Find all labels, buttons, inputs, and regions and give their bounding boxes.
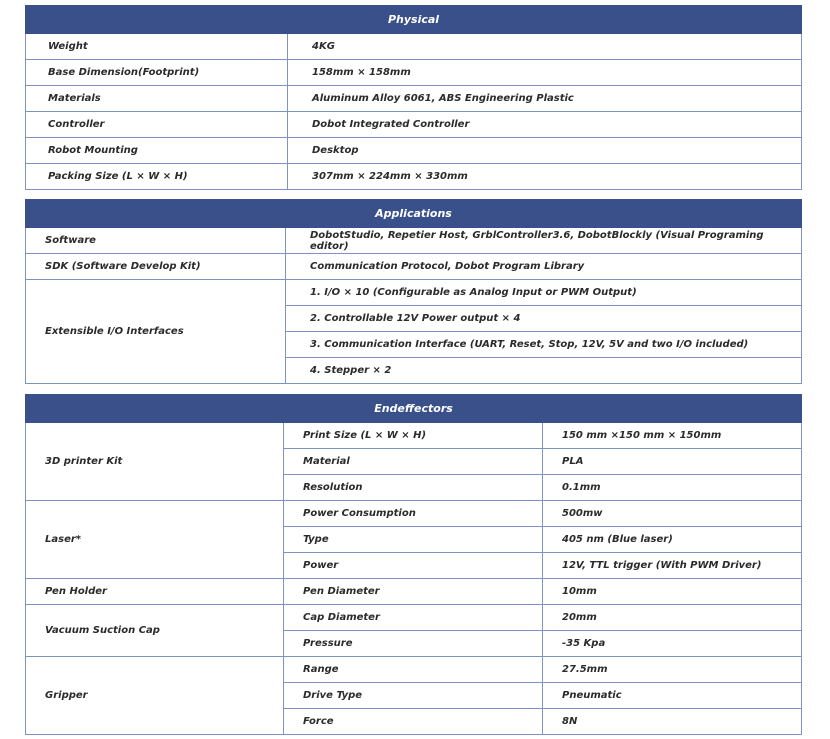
table-row bbox=[26, 501, 802, 527]
param-name: Type bbox=[284, 527, 543, 553]
spec-label: Weight bbox=[26, 34, 288, 60]
spec-label: Base Dimension(Footprint) bbox=[26, 60, 288, 86]
param-name: Resolution bbox=[284, 475, 543, 501]
param-name: Range bbox=[284, 657, 543, 683]
table-row bbox=[26, 138, 802, 164]
table-row bbox=[26, 164, 802, 190]
param-value: 405 nm (Blue laser) bbox=[543, 527, 802, 553]
spec-label: Controller bbox=[26, 112, 288, 138]
spec-value: 158mm × 158mm bbox=[288, 60, 802, 86]
spec-value: 307mm × 224mm × 330mm bbox=[288, 164, 802, 190]
param-value: -35 Kpa bbox=[543, 631, 802, 657]
io-item: 4. Stepper × 2 bbox=[286, 358, 802, 384]
spec-value: Aluminum Alloy 6061, ABS Engineering Plastic bbox=[288, 86, 802, 112]
table-row bbox=[26, 254, 802, 280]
param-value: 10mm bbox=[543, 579, 802, 605]
param-value: 12V, TTL trigger (With PWM Driver) bbox=[543, 553, 802, 579]
endeffectors-header: Endeffectors bbox=[26, 395, 802, 423]
spec-value: Communication Protocol, Dobot Program Library bbox=[286, 254, 802, 280]
param-value: 20mm bbox=[543, 605, 802, 631]
group-name: Gripper bbox=[26, 657, 284, 735]
table-row bbox=[26, 112, 802, 138]
param-value: PLA bbox=[543, 449, 802, 475]
io-item: 2. Controllable 12V Power output × 4 bbox=[286, 306, 802, 332]
spec-value: Desktop bbox=[288, 138, 802, 164]
io-item: 1. I/O × 10 (Configurable as Analog Input or PWM Output) bbox=[286, 280, 802, 306]
param-name: Material bbox=[284, 449, 543, 475]
param-name: Print Size (L × W × H) bbox=[284, 423, 543, 449]
table-row bbox=[26, 86, 802, 112]
spec-value: 4KG bbox=[288, 34, 802, 60]
param-value: 0.1mm bbox=[543, 475, 802, 501]
param-name: Power bbox=[284, 553, 543, 579]
param-value: 150 mm ×150 mm × 150mm bbox=[543, 423, 802, 449]
table-row bbox=[26, 228, 802, 254]
spec-value: Dobot Integrated Controller bbox=[288, 112, 802, 138]
param-name: Pen Diameter bbox=[284, 579, 543, 605]
group-name: Vacuum Suction Cap bbox=[26, 605, 284, 657]
param-value: Pneumatic bbox=[543, 683, 802, 709]
spec-label: SDK (Software Develop Kit) bbox=[26, 254, 286, 280]
param-name: Cap Diameter bbox=[284, 605, 543, 631]
applications-header: Applications bbox=[26, 200, 802, 228]
applications-table bbox=[25, 199, 802, 384]
param-name: Power Consumption bbox=[284, 501, 543, 527]
param-name: Drive Type bbox=[284, 683, 543, 709]
spec-label: Robot Mounting bbox=[26, 138, 288, 164]
table-row bbox=[26, 657, 802, 683]
spec-label: Packing Size (L × W × H) bbox=[26, 164, 288, 190]
spec-value: DobotStudio, Repetier Host, GrblController3.6, DobotBlockly (Visual Programing editor) bbox=[286, 228, 802, 254]
param-name: Pressure bbox=[284, 631, 543, 657]
physical-table bbox=[25, 5, 802, 190]
group-name: Laser* bbox=[26, 501, 284, 579]
physical-header: Physical bbox=[26, 6, 802, 34]
table-row bbox=[26, 280, 802, 306]
table-row bbox=[26, 605, 802, 631]
group-name: Pen Holder bbox=[26, 579, 284, 605]
io-item: 3. Communication Interface (UART, Reset, Stop, 12V, 5V and two I/O included) bbox=[286, 332, 802, 358]
spec-label: Materials bbox=[26, 86, 288, 112]
table-row bbox=[26, 423, 802, 449]
spec-label: Extensible I/O Interfaces bbox=[26, 280, 286, 384]
table-row bbox=[26, 579, 802, 605]
param-value: 8N bbox=[543, 709, 802, 735]
table-row bbox=[26, 34, 802, 60]
table-row bbox=[26, 60, 802, 86]
param-value: 500mw bbox=[543, 501, 802, 527]
spec-label: Software bbox=[26, 228, 286, 254]
endeffectors-table bbox=[25, 394, 802, 735]
param-value: 27.5mm bbox=[543, 657, 802, 683]
param-name: Force bbox=[284, 709, 543, 735]
group-name: 3D printer Kit bbox=[26, 423, 284, 501]
